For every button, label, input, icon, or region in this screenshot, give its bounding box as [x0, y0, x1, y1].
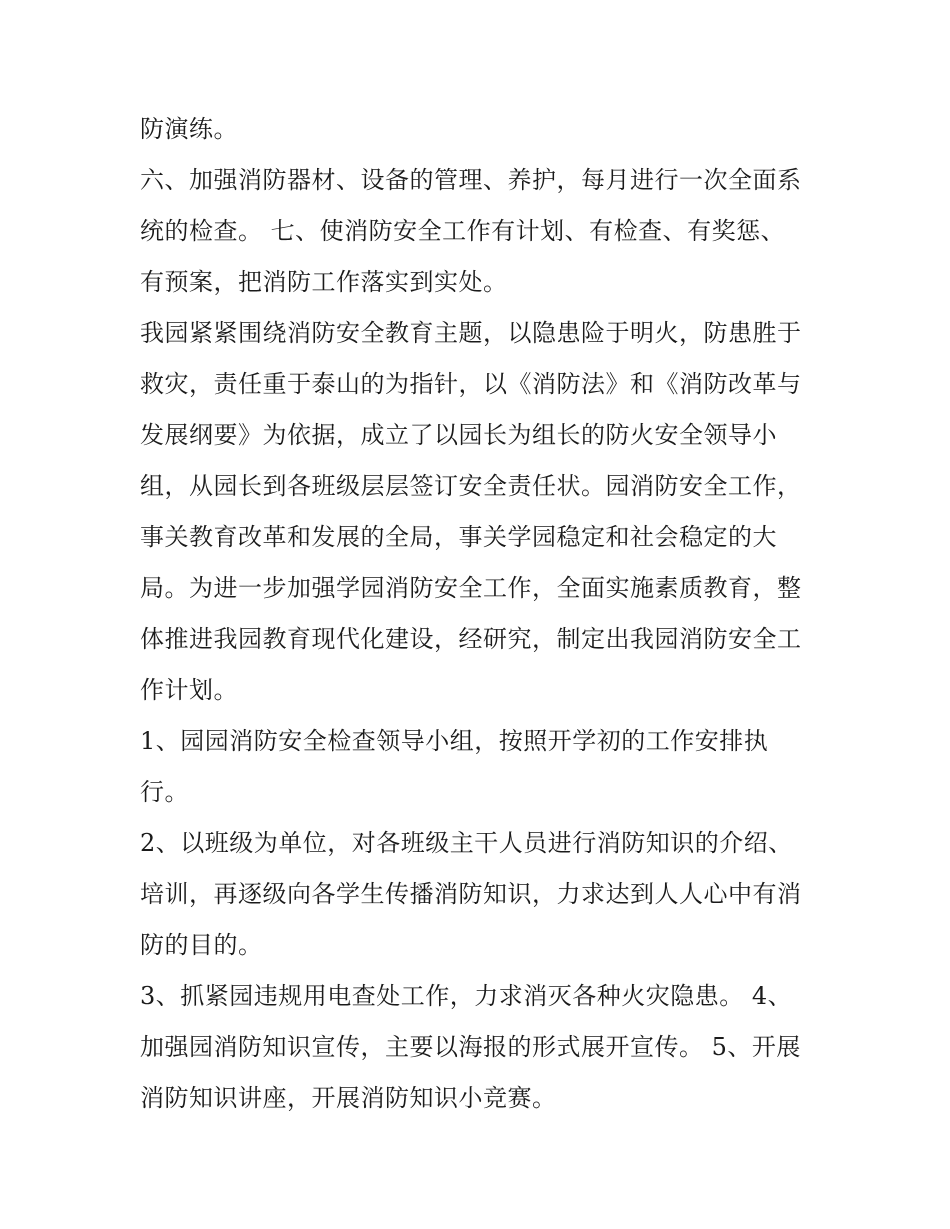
- text-line: 1、园园消防安全检查领导小组，按照开学初的工作安排执: [140, 727, 769, 755]
- text-line: 体推进我园教育现代化建设，经研究，制定出我园消防安全工: [140, 625, 802, 653]
- text-line: 我园紧紧围绕消防安全教育主题，以隐患险于明火，防患胜于: [140, 319, 802, 347]
- text-line: 救灾，责任重于泰山的为指针，以《消防法》和《消防改革与: [140, 370, 802, 398]
- text-line: 防的目的。: [140, 931, 263, 959]
- text-line: 消防知识讲座，开展消防知识小竞赛。: [140, 1084, 557, 1112]
- text-line: 作计划。: [140, 676, 238, 704]
- text-line: 加强园消防知识宣传，主要以海报的形式展开宣传。 5、开展: [140, 1033, 801, 1061]
- text-line: 有预案，把消防工作落实到实处。: [140, 268, 508, 296]
- text-line: 2、以班级为单位，对各班级主干人员进行消防知识的介绍、: [140, 829, 793, 857]
- text-line: 统的检查。 七、使消防安全工作有计划、有检查、有奖惩、: [140, 217, 786, 245]
- text-line: 培训，再逐级向各学生传播消防知识，力求达到人人心中有消: [140, 880, 802, 908]
- text-line: 六、加强消防器材、设备的管理、养护，每月进行一次全面系: [140, 166, 802, 194]
- text-line: 组，从园长到各班级层层签订安全责任状。园消防安全工作，: [140, 472, 802, 500]
- text-line: 发展纲要》为依据，成立了以园长为组长的防火安全领导小: [140, 421, 777, 449]
- text-line: 局。为进一步加强学园消防安全工作，全面实施素质教育，整: [140, 574, 802, 602]
- text-line: 事关教育改革和发展的全局，事关学园稳定和社会稳定的大: [140, 523, 777, 551]
- text-line: 防演练。: [140, 115, 238, 143]
- text-line: 3、抓紧园违规用电查处工作，力求消灭各种火灾隐患。 4、: [140, 982, 793, 1010]
- text-line: 行。: [140, 778, 189, 806]
